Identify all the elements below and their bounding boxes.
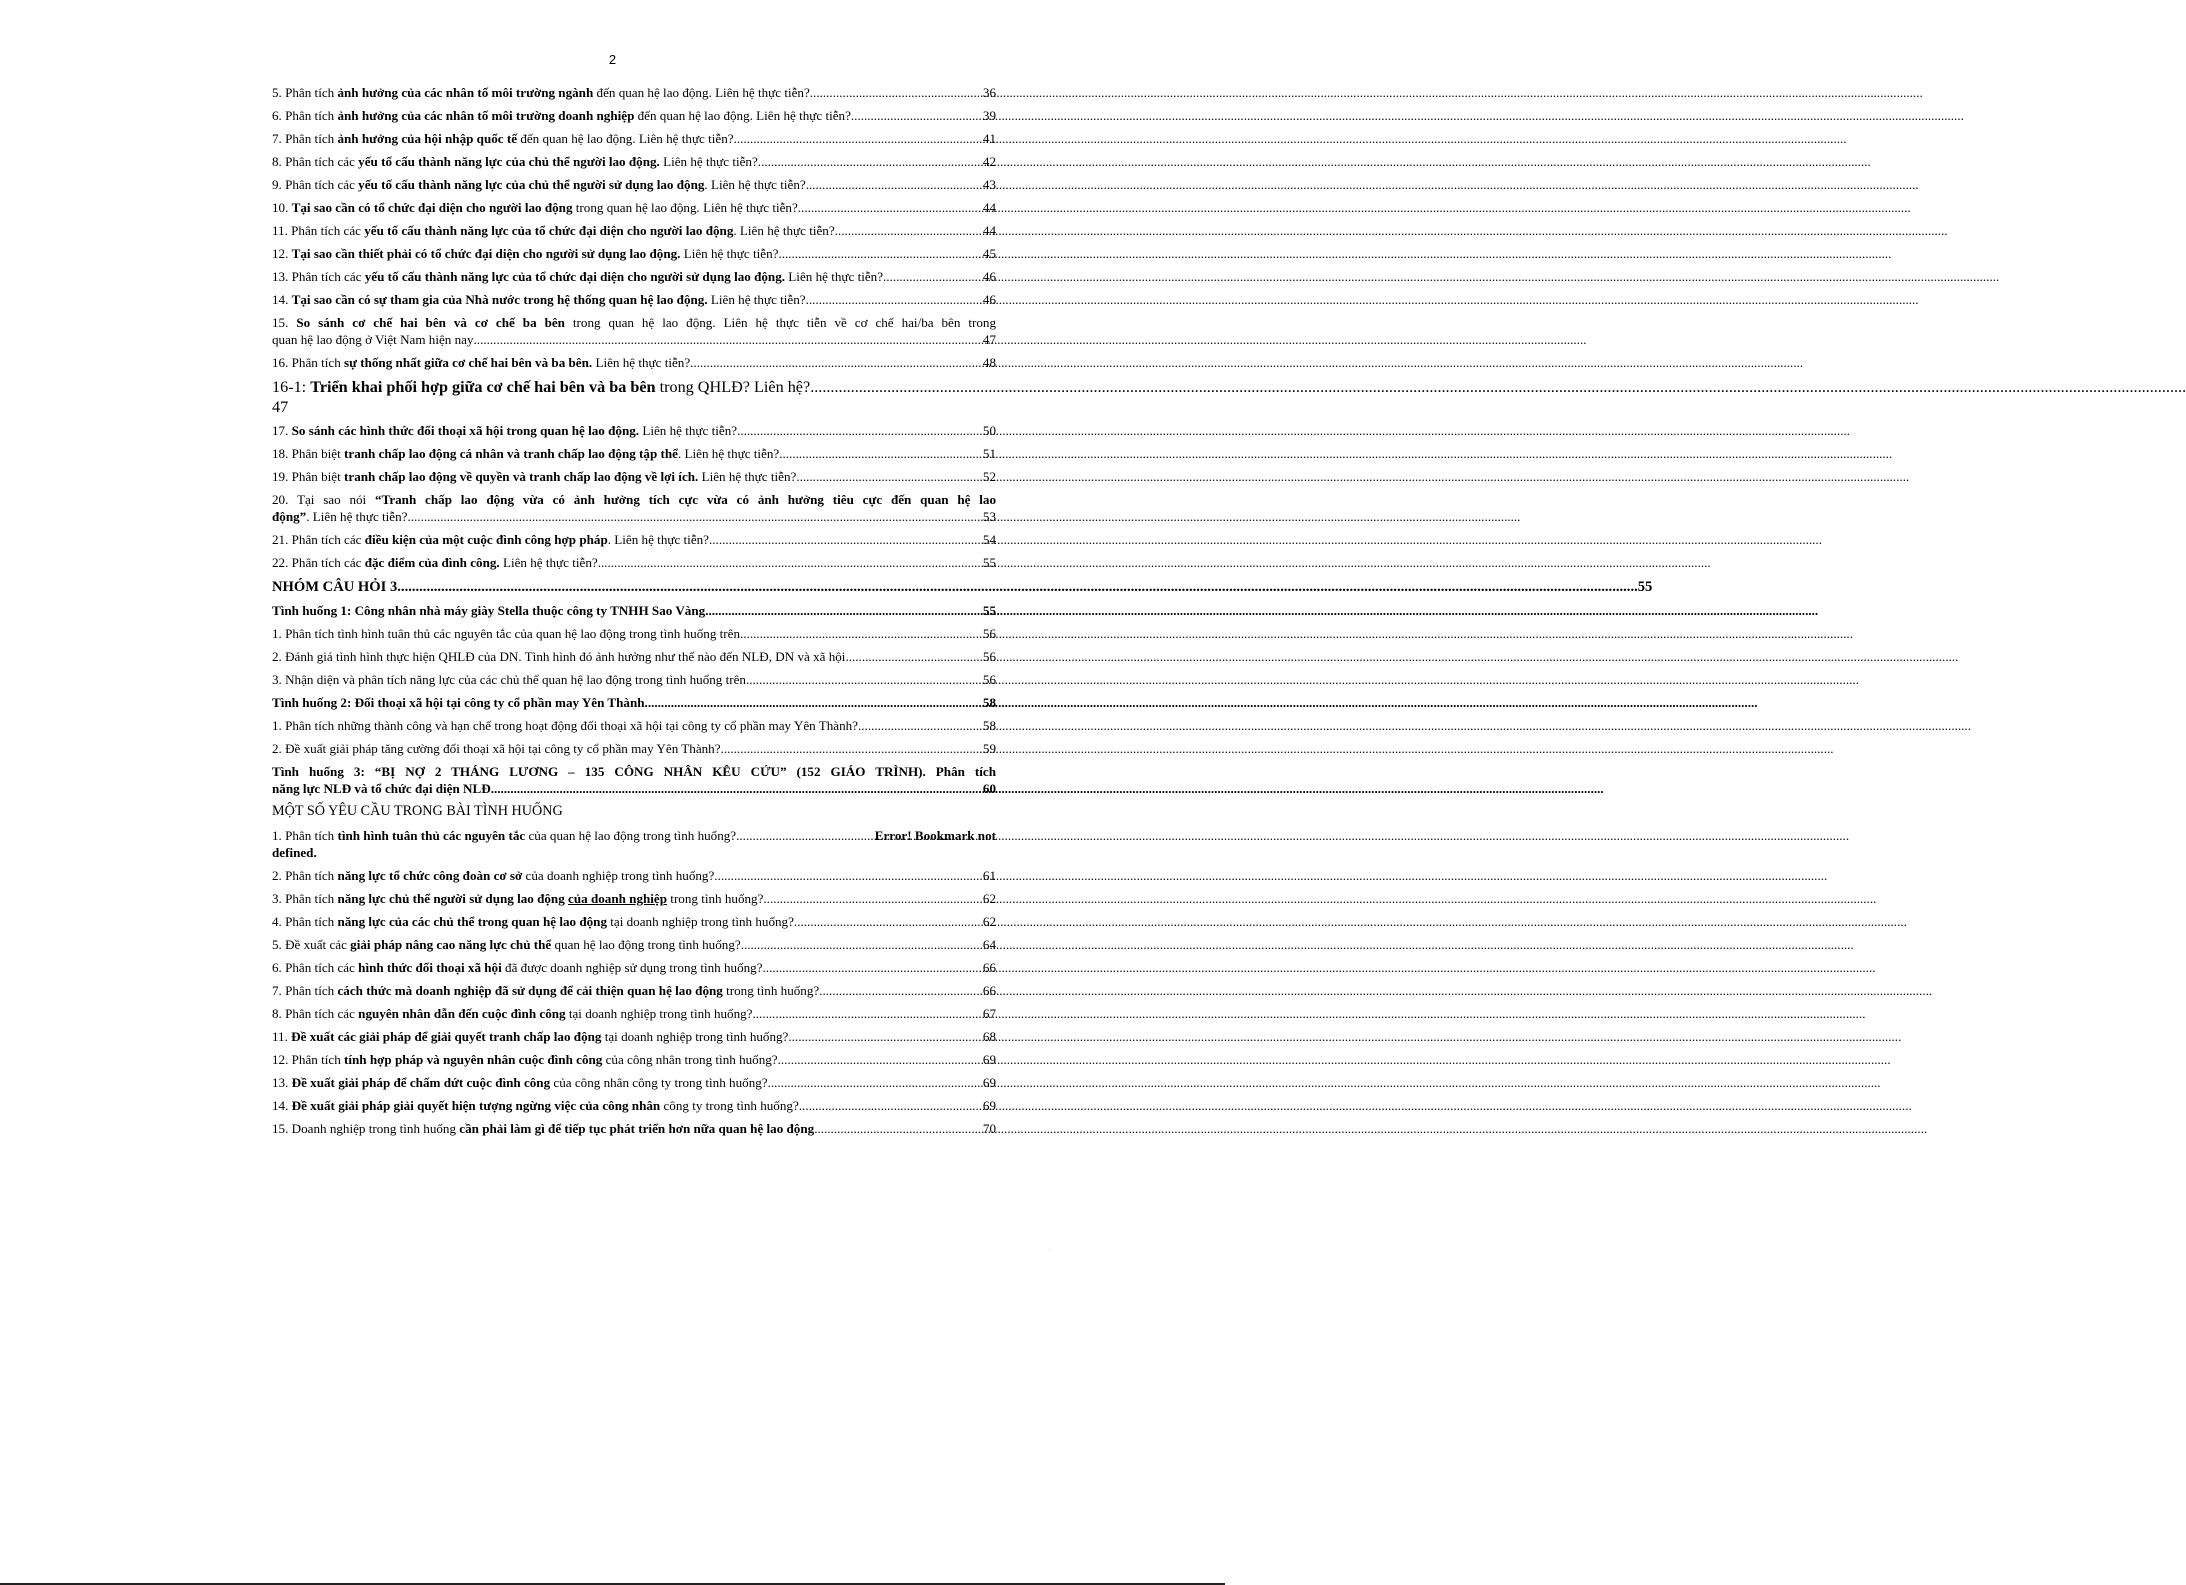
page-ref: 56 bbox=[982, 626, 996, 641]
entry-bold: nguyên nhân dẫn đến cuộc đình công bbox=[358, 1006, 566, 1021]
entry-suffix: đã được doanh nghiệp sử dụng trong tình huống? bbox=[501, 960, 763, 975]
entry-prefix: 2. Phân tích bbox=[272, 868, 338, 883]
entry-bold: ảnh hưởng của các nhân tố môi trường ngành bbox=[337, 85, 594, 100]
toc-entry[interactable] bbox=[272, 84, 996, 101]
toc-entry-20[interactable] bbox=[272, 491, 996, 525]
entry-suffix: của quan hệ lao động trong tình huống? bbox=[525, 828, 737, 843]
toc-entry-req-2[interactable] bbox=[272, 867, 996, 884]
page-ref: 48 bbox=[982, 355, 996, 370]
page-ref: 58 bbox=[982, 718, 996, 733]
entry-prefix: 5. Đề xuất các bbox=[272, 937, 351, 952]
toc-heading-case-3[interactable] bbox=[272, 763, 996, 797]
leader-dots bbox=[736, 827, 875, 844]
page-ref: 44 bbox=[982, 223, 996, 238]
leader-dots bbox=[798, 199, 983, 216]
toc-group-case-1 bbox=[272, 625, 996, 688]
scan-speck bbox=[1049, 1250, 1050, 1251]
toc-entry[interactable] bbox=[272, 531, 996, 548]
entry-bold: đặc điểm của đình công. bbox=[364, 555, 500, 570]
entry-prefix: 8. Phân tích các bbox=[272, 1006, 359, 1021]
leader-dots bbox=[741, 936, 983, 953]
entry-bold: năng lực chủ thể người sử dụng lao động bbox=[337, 891, 565, 906]
entry-text: 1. Phân tích những thành công và hạn chế trong hoạt động đối thoại xã hội tại công ty cổ phần may Yên Thành? bbox=[272, 718, 858, 733]
entry-suffix: đến quan hệ lao động. Liên hệ thực tiễn? bbox=[593, 85, 810, 100]
leader-dots bbox=[806, 291, 983, 308]
leader-dots bbox=[407, 508, 982, 525]
leader-dots bbox=[705, 602, 983, 619]
toc-entry-16-1[interactable] bbox=[272, 377, 996, 417]
page-ref: 56 bbox=[982, 649, 996, 664]
leader-dots bbox=[794, 913, 983, 930]
entry-suffix: đến quan hệ lao động. Liên hệ thực tiễn? bbox=[634, 108, 851, 123]
leader-dots bbox=[814, 1120, 983, 1137]
page-ref: 46 bbox=[982, 269, 996, 284]
leader-dots bbox=[491, 780, 983, 797]
toc-entry[interactable] bbox=[272, 1051, 996, 1068]
entry-prefix: 8. Phân tích các bbox=[272, 154, 359, 169]
page-ref: 66 bbox=[982, 960, 996, 975]
entry-bold: Đề xuất giải pháp để chấm dứt cuộc đình công bbox=[291, 1075, 551, 1090]
page-ref: 42 bbox=[982, 154, 996, 169]
toc-entry[interactable] bbox=[272, 1005, 996, 1022]
page-ref: 55 bbox=[1637, 579, 1653, 595]
toc-entry[interactable] bbox=[272, 1074, 996, 1091]
leader-dots bbox=[810, 377, 996, 397]
entry-text: 2. Đánh giá tình hình thực hiện QHLĐ của DN. Tình hình đó ảnh hưởng như thế nào đến NLĐ, DN và xã hội bbox=[272, 649, 846, 664]
entry-text: 1. Phân tích tình hình tuân thủ các nguyên tắc của quan hệ lao động trong tình huống trên bbox=[272, 626, 740, 641]
entry-bold: So sánh cơ chế hai bên và cơ chế ba bên bbox=[296, 315, 565, 330]
toc-entry[interactable] bbox=[272, 625, 996, 642]
heading-continuation: năng lực NLĐ và tổ chức đại diện NLĐ bbox=[272, 781, 491, 796]
entry-prefix: 15. bbox=[272, 315, 297, 330]
entry-suffix: . Liên hệ thực tiễn? bbox=[306, 509, 408, 524]
leader-dots bbox=[810, 84, 983, 101]
entry-prefix: 12. Phân tích bbox=[272, 1052, 345, 1067]
entry-bold: Tại sao cần có tổ chức đại diện cho người lao động bbox=[291, 200, 573, 215]
toc-entry-req-1[interactable] bbox=[272, 827, 996, 861]
page-ref: 47 bbox=[272, 398, 289, 416]
toc-entry[interactable] bbox=[272, 153, 996, 170]
entry-prefix: 1. Phân tích bbox=[272, 828, 338, 843]
entry-bold: tranh chấp lao động về quyền và tranh chấp lao động về lợi ích. bbox=[344, 469, 699, 484]
leader-dots bbox=[737, 422, 983, 439]
toc-heading-case-1[interactable] bbox=[272, 602, 996, 619]
entry-prefix: 20. Tại sao nói bbox=[272, 492, 376, 507]
entry-prefix: 3. Phân tích bbox=[272, 891, 338, 906]
heading-text: Tình huống 1: Công nhân nhà máy giày Stella thuộc công ty TNHH Sao Vàng bbox=[272, 603, 706, 618]
page-ref: 55 bbox=[982, 555, 996, 570]
toc-entry[interactable] bbox=[272, 959, 996, 976]
entry-bold: năng lực tổ chức công đoàn cơ sở bbox=[337, 868, 523, 883]
page-ref: 44 bbox=[982, 200, 996, 215]
heading-text: Tình huống 2: Đối thoại xã hội tại công ty cổ phần may Yên Thành bbox=[272, 695, 645, 710]
leader-dots bbox=[740, 625, 983, 642]
entry-prefix: 16. Phân tích bbox=[272, 355, 345, 370]
toc-entry[interactable] bbox=[272, 199, 996, 216]
entry-prefix: 4. Phân tích bbox=[272, 914, 338, 929]
toc-entry[interactable] bbox=[272, 445, 996, 462]
toc-entry[interactable] bbox=[272, 1120, 996, 1137]
entry-suffix: Liên hệ thực tiễn? bbox=[698, 469, 797, 484]
leader-dots bbox=[806, 176, 983, 193]
entry-suffix: của công nhân công ty trong tình huống? bbox=[550, 1075, 768, 1090]
entry-prefix: 7. Phân tích bbox=[272, 983, 338, 998]
leader-dots bbox=[709, 531, 983, 548]
entry-suffix: tại doanh nghiệp trong tình huống? bbox=[565, 1006, 753, 1021]
entry-suffix: trong tình huống? bbox=[667, 891, 764, 906]
entry-suffix: Liên hệ thực tiễn? bbox=[680, 246, 779, 261]
leader-dots bbox=[690, 354, 983, 371]
entry-bold: tranh chấp lao động cá nhân và tranh chấp lao động tập thể bbox=[344, 446, 678, 461]
entry-bold: Đề xuất giải pháp giải quyết hiện tượng ngừng việc của công nhân bbox=[291, 1098, 661, 1113]
toc-entry[interactable] bbox=[272, 982, 996, 999]
entry-prefix: 17. bbox=[272, 423, 292, 438]
page-ref: 69 bbox=[982, 1098, 996, 1113]
entry-suffix: . Liên hệ thực tiễn? bbox=[704, 177, 806, 192]
entry-suffix: công ty trong tình huống? bbox=[660, 1098, 799, 1113]
page-ref: 60 bbox=[982, 781, 996, 796]
toc-group-strike bbox=[272, 531, 996, 571]
leader-dots bbox=[778, 245, 982, 262]
entry-bold: tình hình tuân thủ các nguyên tắc bbox=[337, 828, 526, 843]
toc-entry[interactable] bbox=[272, 1028, 996, 1045]
entry-bold: hình thức đối thoại xã hội bbox=[358, 960, 502, 975]
toc-heading-case-2[interactable] bbox=[272, 694, 996, 711]
page-ref: 45 bbox=[982, 246, 996, 261]
entry-suffix: Liên hệ thực tiễn? bbox=[592, 355, 691, 370]
toc-group-dispute bbox=[272, 422, 996, 485]
entry-prefix: 19. Phân biệt bbox=[272, 469, 345, 484]
entry-prefix: 21. Phân tích các bbox=[272, 532, 365, 547]
entry-prefix: 11. Phân tích các bbox=[272, 223, 365, 238]
leader-dots bbox=[645, 694, 983, 711]
page-ref: 64 bbox=[982, 937, 996, 952]
entry-bold: Tại sao cần thiết phải có tổ chức đại diện cho người sử dụng lao động. bbox=[291, 246, 681, 261]
page-ref: 56 bbox=[982, 672, 996, 687]
leader-dots bbox=[858, 717, 983, 734]
entry-suffix: trong quan hệ lao động. Liên hệ thực tiễn? bbox=[572, 200, 798, 215]
requirements-heading: MỘT SỐ YÊU CẦU TRONG BÀI TÌNH HUỐNG bbox=[272, 803, 563, 819]
entry-prefix: 18. Phân biệt bbox=[272, 446, 345, 461]
entry-prefix: 15. Doanh nghiệp trong tình huống bbox=[272, 1121, 460, 1136]
toc-entry[interactable] bbox=[272, 554, 996, 571]
entry-prefix: 5. Phân tích bbox=[272, 85, 338, 100]
entry-prefix: 13. bbox=[272, 1075, 292, 1090]
entry-text: 2. Đề xuất giải pháp tăng cường đối thoại xã hội tại công ty cổ phần may Yên Thành? bbox=[272, 741, 721, 756]
toc-heading-group-3[interactable] bbox=[272, 577, 1653, 597]
page-ref: 52 bbox=[982, 469, 996, 484]
leader-dots bbox=[734, 130, 983, 147]
leader-dots bbox=[768, 1074, 983, 1091]
entry-bold: yếu tố cấu thành năng lực của tổ chức đại diện cho người sử dụng lao động. bbox=[364, 269, 786, 284]
page-ref: 43 bbox=[982, 177, 996, 192]
toc-entry[interactable] bbox=[272, 740, 996, 757]
toc-entry-req-3[interactable] bbox=[272, 890, 996, 907]
entry-prefix: 10. bbox=[272, 200, 292, 215]
leader-dots bbox=[788, 1028, 983, 1045]
entry-underlined: của doanh nghiệp bbox=[568, 891, 668, 906]
entry-bold: tính hợp pháp và nguyên nhân cuộc đình công bbox=[344, 1052, 603, 1067]
toc-entry[interactable] bbox=[272, 648, 996, 665]
entry-prefix: 22. Phân tích các bbox=[272, 555, 365, 570]
page-ref: 46 bbox=[982, 292, 996, 307]
entry-suffix: trong QHLĐ? Liên hệ? bbox=[655, 378, 811, 396]
leader-dots bbox=[763, 890, 983, 907]
entry-prefix: 16-1: bbox=[272, 378, 311, 396]
page-number: 2 bbox=[608, 52, 617, 67]
entry-bold: năng lực của các chủ thể trong quan hệ lao động bbox=[337, 914, 607, 929]
leader-dots bbox=[778, 1051, 983, 1068]
entry-suffix: trong quan hệ lao động. Liên hệ thực tiễn về cơ chế hai/ba bên trong bbox=[564, 315, 997, 330]
entry-suffix: đến quan hệ lao động. Liên hệ thực tiễn? bbox=[517, 131, 734, 146]
entry-prefix: 11. bbox=[272, 1029, 292, 1044]
entry-bold: Đề xuất các giải pháp để giải quyết tranh chấp lao động bbox=[291, 1029, 602, 1044]
page-ref: 67 bbox=[982, 1006, 996, 1021]
page-ref: 41 bbox=[982, 131, 996, 146]
entry-bold: Triển khai phối hợp giữa cơ chế hai bên và ba bên bbox=[310, 378, 656, 396]
entry-continuation: quan hệ lao động ở Việt Nam hiện nay bbox=[272, 332, 474, 347]
page-ref: 39 bbox=[982, 108, 996, 123]
page-ref: 59 bbox=[982, 741, 996, 756]
entry-bold: điều kiện của một cuộc đình công hợp pháp bbox=[364, 532, 608, 547]
leader-dots bbox=[886, 268, 983, 285]
entry-bold: sự thống nhất giữa cơ chế hai bên và ba bên. bbox=[344, 355, 593, 370]
entry-suffix: Liên hệ thực tiễn? bbox=[659, 154, 758, 169]
heading-text: NHÓM CÂU HỎI 3 bbox=[272, 579, 398, 595]
page-ref: 68 bbox=[982, 1029, 996, 1044]
leader-dots bbox=[758, 153, 983, 170]
toc-group-case-2 bbox=[272, 717, 996, 757]
leader-dots bbox=[796, 468, 983, 485]
page-ref: 70 bbox=[982, 1121, 996, 1136]
entry-text: 3. Nhận diện và phân tích năng lực của các chủ thể quan hệ lao động trong tình huống trên bbox=[272, 672, 746, 687]
entry-prefix: 13. Phân tích các bbox=[272, 269, 365, 284]
entry-bold: cách thức mà doanh nghiệp đã sử dụng để cải thiện quan hệ lao động bbox=[337, 983, 723, 998]
entry-prefix: 9. Phân tích các bbox=[272, 177, 359, 192]
leader-dots bbox=[779, 445, 983, 462]
page-ref: 66 bbox=[982, 983, 996, 998]
page-ref: 62 bbox=[982, 891, 996, 906]
page-ref: 51 bbox=[982, 446, 996, 461]
entry-bold: ảnh hưởng của các nhân tố môi trường doanh nghiệp bbox=[337, 108, 635, 123]
leader-dots bbox=[397, 579, 1637, 595]
page-ref: 55 bbox=[982, 603, 996, 618]
entry-prefix: 14. bbox=[272, 1098, 292, 1113]
leader-dots bbox=[845, 648, 982, 665]
toc-entry[interactable] bbox=[272, 130, 996, 147]
entry-suffix: . Liên hệ thực tiễn? bbox=[733, 223, 835, 238]
entry-bold: So sánh các hình thức đối thoại xã hội trong quan hệ lao động. bbox=[291, 423, 640, 438]
entry-bold: giải pháp nâng cao năng lực chủ thể bbox=[350, 937, 552, 952]
toc-entry[interactable] bbox=[272, 268, 996, 285]
leader-dots bbox=[746, 671, 983, 688]
page-ref: 69 bbox=[982, 1075, 996, 1090]
entry-prefix: 6. Phân tích các bbox=[272, 960, 359, 975]
entry-suffix: tại doanh nghiệp trong tình huống? bbox=[607, 914, 794, 929]
entry-prefix: 14. bbox=[272, 292, 292, 307]
entry-bold: “Tranh chấp lao động vừa có ảnh hưởng tích cực vừa có ảnh hưởng tiêu cực đến quan hệ lao bbox=[375, 492, 996, 507]
leader-dots bbox=[714, 867, 983, 884]
bookmark-error: Error! Bookmark not bbox=[874, 828, 996, 843]
entry-prefix: 12. bbox=[272, 246, 292, 261]
heading-text: Tình huống 3: “BỊ NỢ 2 THÁNG LƯƠNG – 135 CÔNG NHÂN KÊU CỨU” (152 GIÁO TRÌNH). Phân tích bbox=[272, 764, 996, 779]
page-ref: 69 bbox=[982, 1052, 996, 1067]
toc-entry[interactable] bbox=[272, 913, 996, 930]
entry-suffix: Liên hệ thực tiễn?. bbox=[785, 269, 887, 284]
toc-entry[interactable] bbox=[272, 717, 996, 734]
entry-bold: yếu tố cấu thành năng lực của chủ thể người sử dụng lao động bbox=[358, 177, 705, 192]
entry-suffix: quan hệ lao động trong tình huống? bbox=[551, 937, 741, 952]
toc-entry[interactable] bbox=[272, 671, 996, 688]
entry-suffix: của doanh nghiệp trong tình huống? bbox=[522, 868, 715, 883]
entry-bold: yếu tố cấu thành năng lực của tổ chức đại diện cho người lao động bbox=[364, 223, 734, 238]
toc-group-requirements bbox=[272, 913, 996, 1137]
page-ref: 36 bbox=[982, 85, 996, 100]
leader-dots bbox=[851, 107, 983, 124]
page-ref: 62 bbox=[982, 914, 996, 929]
entry-suffix: của công nhân trong tình huống? bbox=[602, 1052, 778, 1067]
toc-entry[interactable] bbox=[272, 291, 996, 308]
entry-bold: cần phải làm gì để tiếp tục phát triển hơn nữa quan hệ lao động bbox=[459, 1121, 815, 1136]
toc-entry[interactable] bbox=[272, 936, 996, 953]
leader-dots bbox=[819, 982, 983, 999]
page-ref: 47 bbox=[982, 332, 996, 347]
toc-entry[interactable] bbox=[272, 222, 996, 239]
entry-suffix: . Liên hệ thực tiễn? bbox=[607, 532, 709, 547]
entry-prefix: 6. Phân tích bbox=[272, 108, 338, 123]
toc-entry[interactable] bbox=[272, 422, 996, 439]
entry-suffix: Liên hệ thực tiễn? bbox=[707, 292, 806, 307]
page-ref: 50 bbox=[982, 423, 996, 438]
entry-suffix: Liên hệ thực tiễn? bbox=[639, 423, 738, 438]
leader-dots bbox=[799, 1097, 983, 1114]
entry-bold-continuation: động” bbox=[272, 509, 307, 524]
leader-dots bbox=[474, 331, 983, 348]
entry-bold: Tại sao cần có sự tham gia của Nhà nước trong hệ thống quan hệ lao động. bbox=[291, 292, 708, 307]
leader-dots bbox=[721, 740, 983, 757]
entry-suffix: trong tình huống? bbox=[722, 983, 820, 998]
table-of-contents bbox=[272, 84, 1653, 1143]
toc-group-questions bbox=[272, 84, 996, 308]
leader-dots bbox=[835, 222, 983, 239]
leader-dots bbox=[598, 554, 983, 571]
entry-prefix: 7. Phân tích bbox=[272, 131, 338, 146]
entry-bold: yếu tố cấu thành năng lực của chủ thể người lao động. bbox=[358, 154, 660, 169]
page-ref: 58 bbox=[982, 695, 996, 710]
toc-entry[interactable] bbox=[272, 1097, 996, 1114]
toc-entry-15[interactable] bbox=[272, 314, 996, 348]
toc-entry[interactable] bbox=[272, 245, 996, 262]
bookmark-error-continuation: defined. bbox=[272, 845, 317, 860]
page-ref: 53 bbox=[982, 509, 996, 524]
toc-entry[interactable] bbox=[272, 176, 996, 193]
leader-dots bbox=[763, 959, 983, 976]
entry-suffix: tại doanh nghiệp trong tình huống? bbox=[601, 1029, 789, 1044]
toc-entry[interactable] bbox=[272, 107, 996, 124]
page-ref: 54 bbox=[982, 532, 996, 547]
entry-suffix: Liên hệ thực tiễn? bbox=[499, 555, 598, 570]
toc-entry-16[interactable] bbox=[272, 354, 996, 371]
page-ref: 61 bbox=[982, 868, 996, 883]
toc-entry[interactable] bbox=[272, 468, 996, 485]
entry-bold: ảnh hưởng của hội nhập quốc tế bbox=[337, 131, 518, 146]
leader-dots bbox=[753, 1005, 983, 1022]
entry-suffix: . Liên hệ thực tiễn? bbox=[677, 446, 780, 461]
